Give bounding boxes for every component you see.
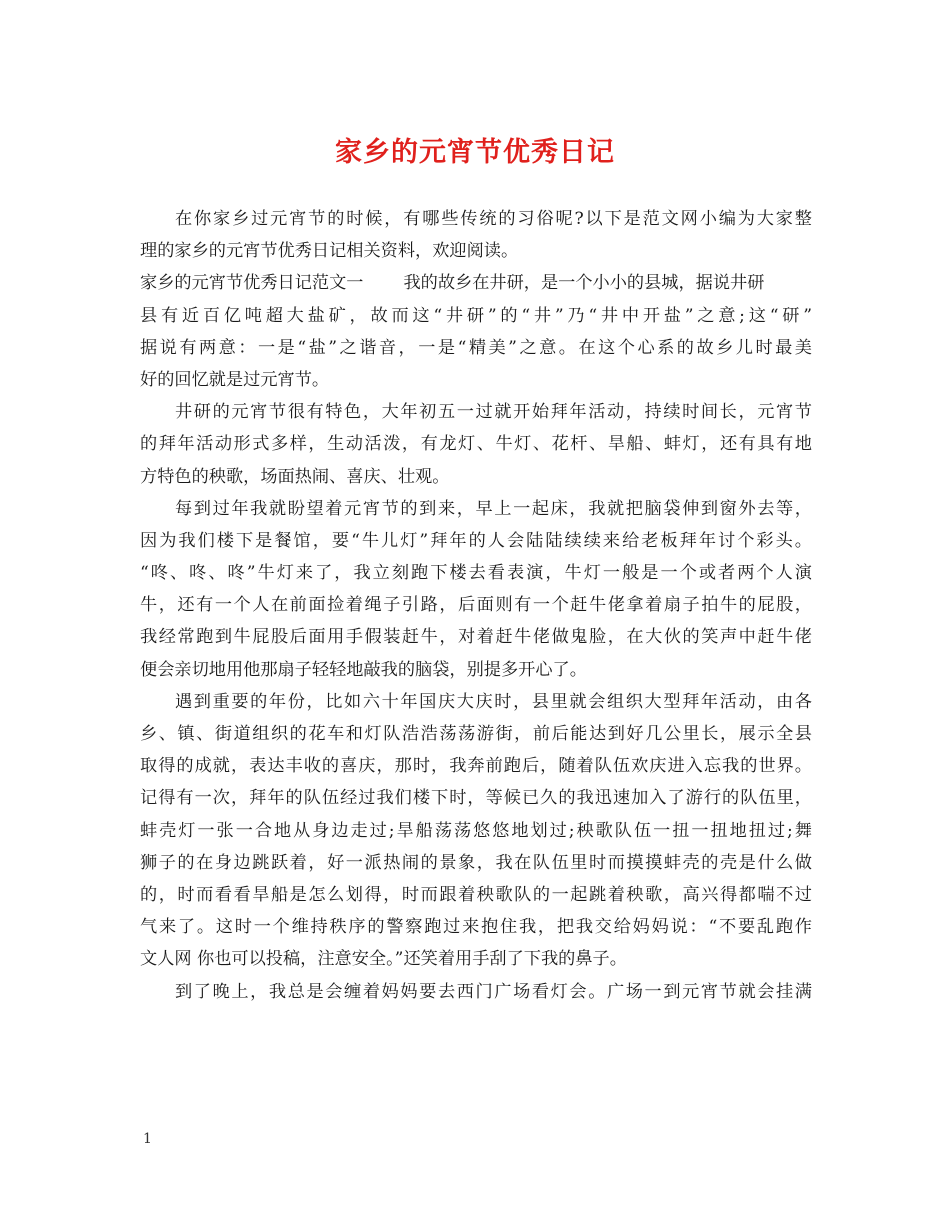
document-body — [140, 203, 812, 1008]
text-line: 乡、镇、街道组织的花车和灯队浩浩荡荡游街，前后能达到好几公里长，展示全县 — [140, 724, 812, 744]
text-line: 每到过年我就盼望着元宵节的到来，早上一起床，我就把脑袋伸到窗外去等， — [175, 498, 812, 519]
text-line: 取得的成就，表达丰收的喜庆，那时，我奔前跑后，随着队伍欢庆进入忘我的世界。 — [140, 756, 812, 777]
text-line: 到了晚上，我总是会缠着妈妈要去西门广场看灯会。广场一到元宵节就会挂满 — [175, 981, 812, 1002]
text-line: 理的家乡的元宵节优秀日记相关资料，欢迎阅读。 — [140, 241, 519, 262]
text-segment: 我的故乡在井研，是一个小小的县城，据说井研 — [403, 273, 765, 294]
text-line: 文人网 你也可以投稿，注意安全。”还笑着用手刮了下我的鼻子。 — [140, 949, 627, 970]
text-line: 便会亲切地用他那扇子轻轻地敲我的脑袋，别提多开心了。 — [140, 659, 587, 680]
text-line: 井研的元宵节很有特色，大年初五一过就开始拜年活动，持续时间长，元宵节 — [175, 402, 812, 423]
section-heading: 家乡的元宵节优秀日记范文一 — [140, 273, 364, 294]
page-number: 1 — [143, 1131, 152, 1147]
text-line: 好的回忆就是过元宵节。 — [140, 369, 330, 390]
text-line: 方特色的秧歌，场面热闹、喜庆、壮观。 — [140, 466, 450, 487]
text-line: 县有近百亿吨超大盐矿，故而这“井研”的“井”乃“井中开盐”之意;这“研” — [140, 305, 812, 326]
text-line — [140, 267, 812, 299]
text-line: “咚、咚、咚”牛灯来了，我立刻跑下楼去看表演，牛灯一般是一个或者两个人演 — [140, 563, 812, 584]
text-line: 据说有两意：一是“盐”之谐音，一是“精美”之意。在这个心系的故乡儿时最美 — [140, 337, 812, 358]
text-line: 在你家乡过元宵节的时候，有哪些传统的习俗呢?以下是范文网小编为大家整 — [175, 209, 812, 229]
text-line: 的拜年活动形式多样，生动活泼，有龙灯、牛灯、花杆、旱船、蚌灯，还有具有地 — [140, 434, 812, 455]
text-line: 牛，还有一个人在前面捡着绳子引路，后面则有一个赶牛佬拿着扇子拍牛的屁股， — [140, 595, 812, 616]
text-line: 我经常跑到牛屁股后面用手假装赶牛，对着赶牛佬做鬼脸，在大伙的笑声中赶牛佬 — [140, 627, 812, 648]
text-line: 狮子的在身边跳跃着，好一派热闹的景象，我在队伍里时而摸摸蚌壳的壳是什么做 — [140, 852, 812, 873]
text-line: 气来了。这时一个维持秩序的警察跑过来抱住我，把我交给妈妈说：“不要乱跑作 — [140, 917, 812, 938]
text-line: 的，时而看看旱船是怎么划得，时而跟着秧歌队的一起跳着秧歌，高兴得都喘不过 — [140, 884, 812, 905]
document-title: 家乡的元宵节优秀日记 — [335, 137, 615, 168]
text-line: 记得有一次，拜年的队伍经过我们楼下时，等候已久的我迅速加入了游行的队伍里， — [140, 788, 812, 809]
text-line: 遇到重要的年份，比如六十年国庆大庆时，县里就会组织大型拜年活动，由各 — [175, 691, 812, 712]
text-line: 蚌壳灯一张一合地从身边走过;旱船荡荡悠悠地划过;秧歌队伍一扭一扭地扭过;舞 — [140, 820, 812, 841]
text-line: 因为我们楼下是餐馆，要“牛儿灯”拜年的人会陆陆续续来给老板拜年讨个彩头。 — [140, 530, 812, 551]
